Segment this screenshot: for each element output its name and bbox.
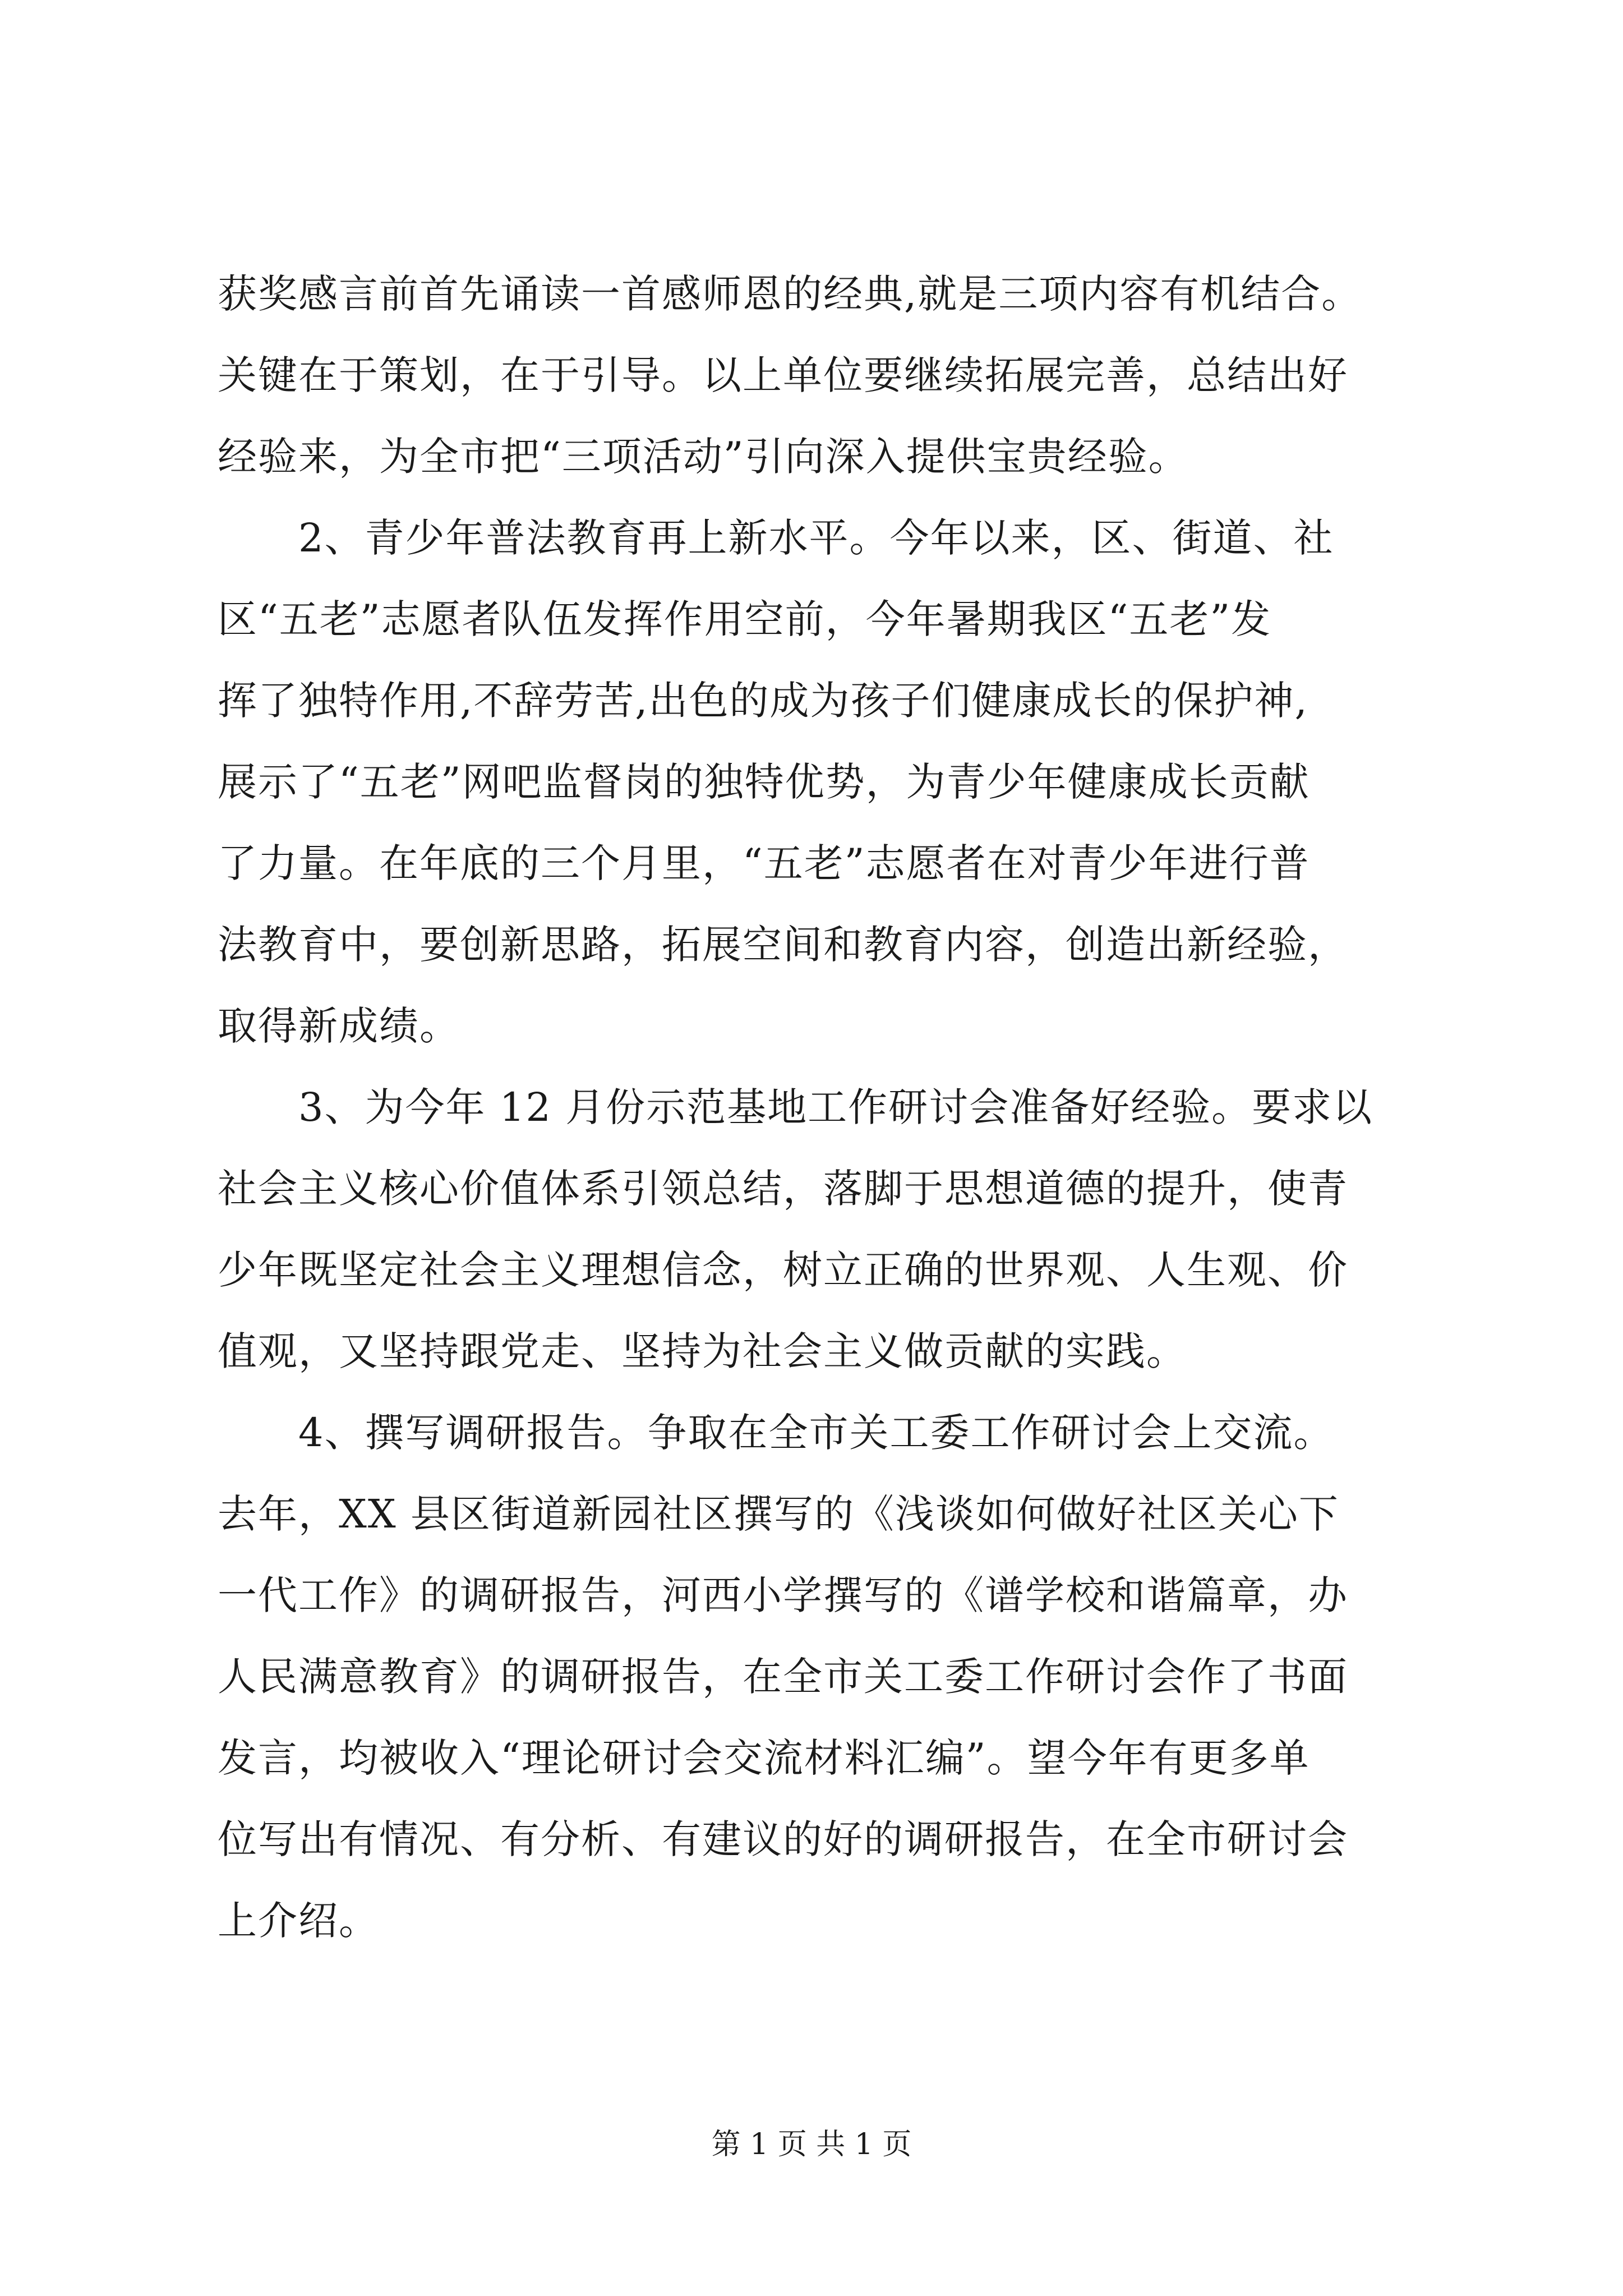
text-line: 关键在于策划，在于引导。以上单位要继续拓展完善，总结出好 (218, 352, 1348, 398)
body-text (218, 254, 1440, 1962)
text-line: 了力量。在年底的三个月里，“五老”志愿者在对青少年进行普 (218, 840, 1310, 886)
text-line: 经验来，为全市把“三项活动”引向深入提供宝贵经验。 (218, 434, 1189, 480)
text-line: 获奖感言前首先诵读一首感师恩的经典,就是三项内容有机结合。 (218, 271, 1362, 317)
text-line: 位写出有情况、有分析、有建议的好的调研报告，在全市研讨会 (218, 1816, 1348, 1862)
text-line: 值观，又坚持跟党走、坚持为社会主义做贡献的实践。 (218, 1328, 1187, 1374)
text-line: 人民满意教育》的调研报告，在全市关工委工作研讨会作了书面 (218, 1654, 1348, 1700)
text-line: 4、撰写调研报告。争取在全市关工委工作研讨会上交流。 (218, 1410, 1334, 1456)
text-line: 发言，均被收入“理论研讨会交流材料汇编”。望今年有更多单 (218, 1735, 1310, 1781)
text-line: 取得新成绩。 (218, 1003, 460, 1049)
text-line: 上介绍。 (218, 1898, 379, 1944)
text-line: 挥了独特作用,不辞劳苦,出色的成为孩子们健康成长的保护神, (218, 678, 1308, 724)
text-line: 展示了“五老”网吧监督岗的独特优势，为青少年健康成长贡献 (218, 759, 1310, 805)
text-line: 一代工作》的调研报告，河西小学撰写的《谱学校和谐篇章，办 (218, 1572, 1348, 1618)
text-line: 社会主义核心价值体系引领总结，落脚于思想道德的提升，使青 (218, 1166, 1348, 1212)
text-line: 法教育中，要创新思路，拓展空间和教育内容，创造出新经验， (218, 922, 1348, 968)
text-line: 区“五老”志愿者队伍发挥作用空前，今年暑期我区“五老”发 (218, 596, 1272, 642)
text-line: 2、青少年普法教育再上新水平。今年以来，区、街道、社 (218, 515, 1334, 561)
text-line: 去年，XX 县区街道新园社区撰写的《浅谈如何做好社区关心下 (218, 1491, 1339, 1537)
page-footer: 第 1 页 共 1 页 (711, 2128, 912, 2161)
text-line: 3、为今年 12 月份示范基地工作研讨会准备好经验。要求以 (218, 1084, 1373, 1130)
text-line: 少年既坚定社会主义理想信念，树立正确的世界观、人生观、价 (218, 1247, 1348, 1293)
